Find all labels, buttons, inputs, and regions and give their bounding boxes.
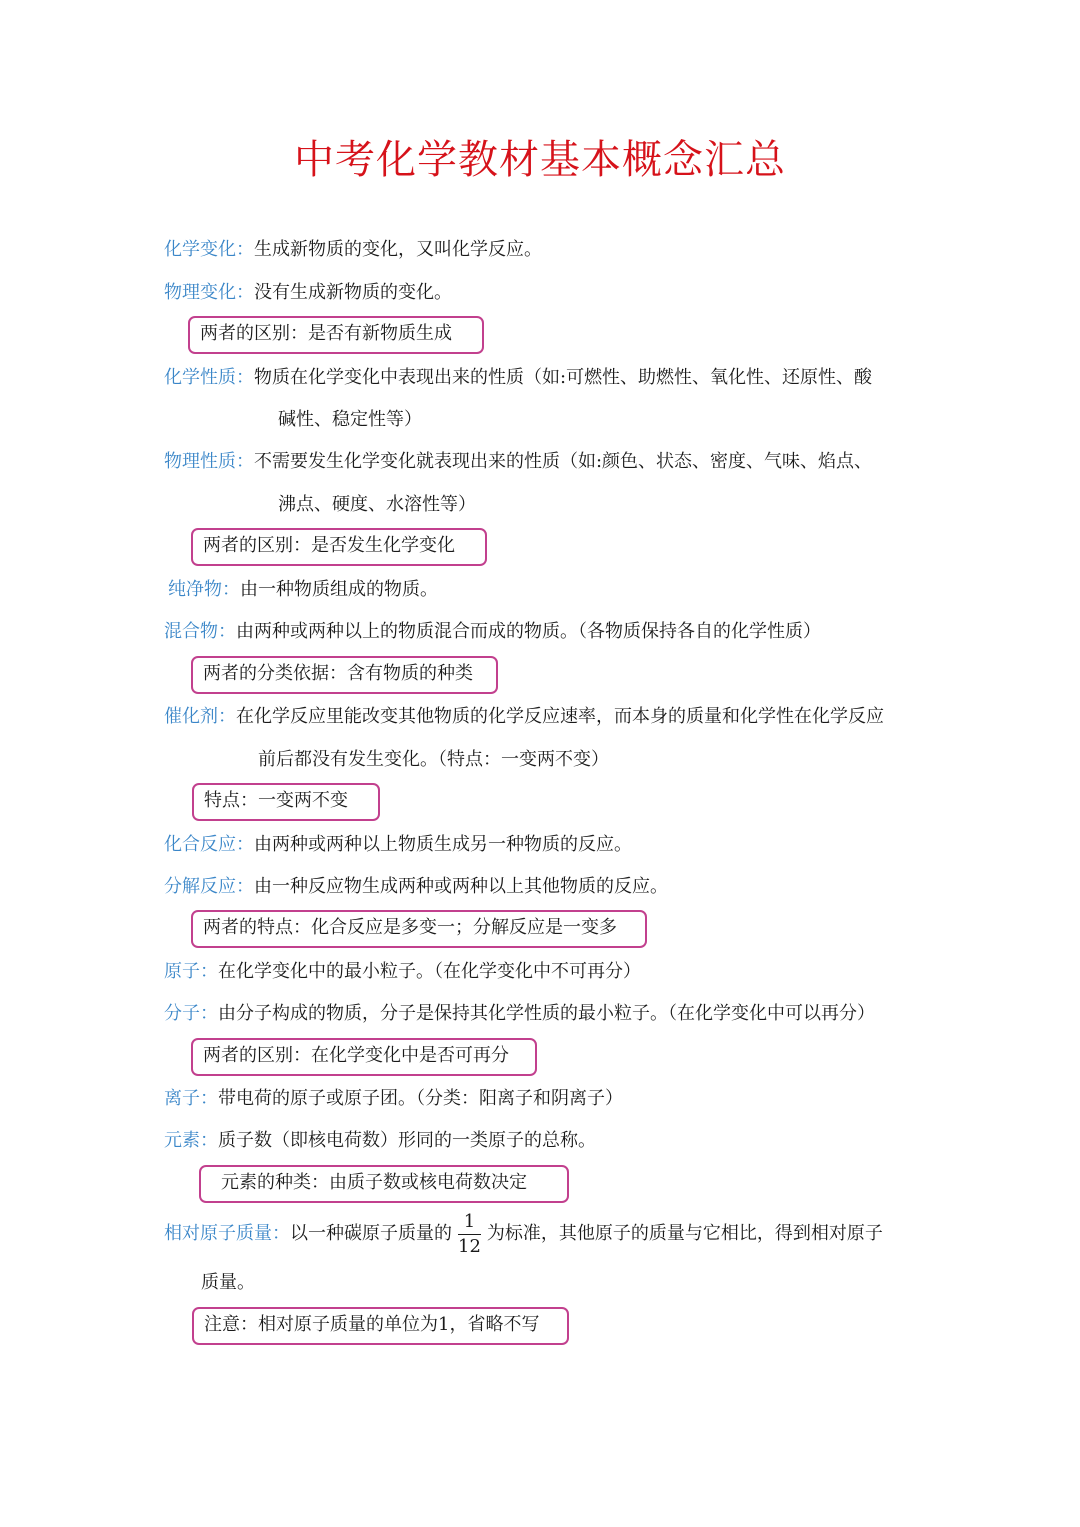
definition-line bbox=[164, 873, 668, 901]
definition-line bbox=[164, 364, 872, 392]
definition-term: 离子： bbox=[164, 1088, 218, 1109]
definition-term: 纯净物： bbox=[168, 579, 240, 600]
definition-term: 元素： bbox=[164, 1130, 218, 1151]
definition-text: 由两种或两种以上物质生成另一种物质的反应。 bbox=[254, 834, 632, 855]
definition-term: 相对原子质量： bbox=[164, 1223, 290, 1244]
fraction bbox=[458, 1212, 481, 1257]
definition-term: 原子： bbox=[164, 961, 218, 982]
definition-continuation: 前后都没有发生变化。（特点：一变两不变） bbox=[258, 749, 609, 770]
definition-text: 没有生成新物质的变化。 bbox=[254, 282, 452, 303]
definition-term: 催化剂： bbox=[164, 706, 236, 727]
page-title: 中考化学教材基本概念汇总 bbox=[294, 137, 786, 183]
definition-text: 在化学变化中的最小粒子。（在化学变化中不可再分） bbox=[218, 961, 641, 982]
note-box: 特点：一变两不变 bbox=[192, 783, 380, 821]
definition-term: 分子： bbox=[164, 1003, 218, 1024]
definition-line bbox=[168, 576, 438, 604]
definition-text: 由分子构成的物质，分子是保持其化学性质的最小粒子。（在化学变化中可以再分） bbox=[218, 1003, 875, 1024]
definition-line bbox=[164, 279, 452, 307]
fraction-denominator: 12 bbox=[458, 1235, 481, 1257]
definition-text: 由一种物质组成的物质。 bbox=[240, 579, 438, 600]
definition-term: 化学变化： bbox=[164, 239, 254, 260]
definition-text: 在化学反应里能改变其他物质的化学反应速率，而本身的质量和化学性在化学反应 bbox=[236, 706, 884, 727]
definition-term: 物理性质： bbox=[164, 451, 254, 472]
definition-continuation: 碱性、稳定性等） bbox=[278, 409, 422, 430]
note-box: 两者的特点：化合反应是多变一；分解反应是一变多 bbox=[191, 910, 647, 948]
definition-line bbox=[164, 448, 872, 476]
definition-text: 带电荷的原子或原子团。（分类：阳离子和阴离子） bbox=[218, 1088, 623, 1109]
definition-term: 分解反应： bbox=[164, 876, 254, 897]
definition-text: 以一种碳原子质量的 bbox=[290, 1223, 452, 1244]
definition-text: 由两种或两种以上的物质混合而成的物质。（各物质保持各自的化学性质） bbox=[236, 621, 821, 642]
definition-line bbox=[164, 1085, 623, 1113]
definition-continuation: 沸点、硬度、水溶性等） bbox=[278, 494, 476, 515]
definition-term: 化学性质： bbox=[164, 367, 254, 388]
fraction-numerator: 1 bbox=[458, 1212, 481, 1235]
definition-line bbox=[164, 1210, 883, 1258]
definition-text: 不需要发生化学变化就表现出来的性质（如:颜色、状态、密度、气味、焰点、 bbox=[254, 451, 873, 472]
note-box: 元素的种类：由质子数或核电荷数决定 bbox=[199, 1165, 569, 1203]
definition-line bbox=[164, 703, 884, 731]
definition-text: 质子数（即核电荷数）形同的一类原子的总称。 bbox=[218, 1130, 596, 1151]
definition-line bbox=[164, 831, 632, 859]
definition-line bbox=[164, 1127, 596, 1155]
definition-text: 为标准，其他原子的质量与它相比，得到相对原子 bbox=[486, 1223, 883, 1244]
definition-term: 混合物： bbox=[164, 621, 236, 642]
note-box: 两者的区别：是否有新物质生成 bbox=[188, 316, 484, 354]
note-box: 两者的区别：在化学变化中是否可再分 bbox=[191, 1038, 537, 1076]
definition-text: 物质在化学变化中表现出来的性质（如:可燃性、助燃性、氧化性、还原性、酸 bbox=[254, 367, 873, 388]
note-box: 两者的分类依据：含有物质的种类 bbox=[191, 656, 498, 694]
note-box: 注意：相对原子质量的单位为1，省略不写 bbox=[192, 1307, 569, 1345]
definition-text: 由一种反应物生成两种或两种以上其他物质的反应。 bbox=[254, 876, 668, 897]
definition-line bbox=[164, 1000, 875, 1028]
definition-line bbox=[164, 236, 542, 264]
definition-text: 生成新物质的变化，又叫化学反应。 bbox=[254, 239, 542, 260]
definition-line bbox=[164, 958, 641, 986]
definition-term: 物理变化： bbox=[164, 282, 254, 303]
definition-term: 化合反应： bbox=[164, 834, 254, 855]
definition-line bbox=[164, 618, 821, 646]
note-box: 两者的区别：是否发生化学变化 bbox=[191, 528, 487, 566]
definition-continuation: 质量。 bbox=[201, 1272, 255, 1293]
